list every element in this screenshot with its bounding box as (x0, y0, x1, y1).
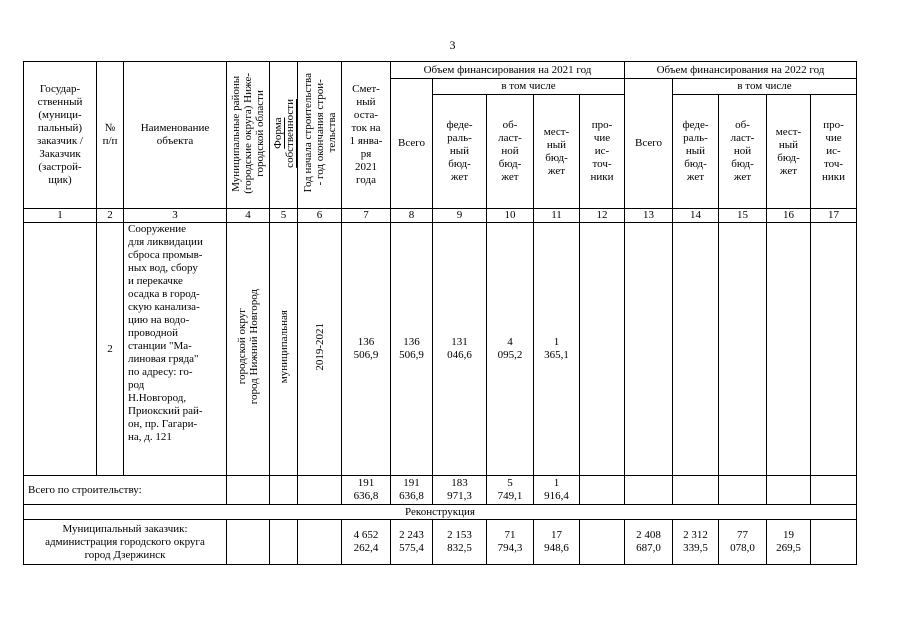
total-2022-cell (625, 223, 673, 476)
table-row (24, 476, 857, 505)
header-other-2022: про- чие ис- точ- ники (811, 95, 857, 209)
page-number: 3 (449, 38, 456, 52)
empty-cell (298, 520, 342, 565)
header-federal-2021: феде- раль- ный бюд- жет (433, 95, 487, 209)
col-number: 2 (97, 209, 124, 223)
header-num: № п/п (97, 62, 124, 209)
empty-cell (625, 476, 673, 505)
header-fin-2022: Объем финансирования на 2022 год (625, 62, 857, 79)
header-other-2021: про- чие ис- точ- ники (580, 95, 625, 209)
empty-cell (767, 476, 811, 505)
regional-2021-cell: 5 749,1 (487, 476, 534, 505)
dzerzhinsk-customer-label: Муниципальный заказчик: администрация городского округа город Дзержинск (24, 520, 227, 565)
local-2022-cell (767, 223, 811, 476)
col-number: 11 (534, 209, 580, 223)
empty-cell (673, 476, 719, 505)
header-customer: Государ- ственный (муници- пальный) заказчик / Заказчик (застрой- щик) (24, 62, 97, 209)
years-cell: 2019-2021 (298, 223, 342, 476)
local-2022-cell: 19 269,5 (767, 520, 811, 565)
empty-cell (270, 476, 298, 505)
col-number: 3 (124, 209, 227, 223)
header-local-2021: мест- ный бюд- жет (534, 95, 580, 209)
total-2021-cell: 2 243 575,4 (391, 520, 433, 565)
col-number: 5 (270, 209, 298, 223)
header-estimated-balance: Смет- ный оста- ток на 1 янва- ря 2021 года (342, 62, 391, 209)
district-cell: городской округ город Нижний Новгород (227, 223, 270, 476)
total-2021-cell: 136 506,9 (391, 223, 433, 476)
balance-cell: 191 636,8 (342, 476, 391, 505)
header-ownership: Форма собственности (270, 62, 298, 209)
section-row (24, 505, 857, 520)
regional-2022-cell: 77 078,0 (719, 520, 767, 565)
empty-cell (580, 476, 625, 505)
header-local-2022: мест- ный бюд- жет (767, 95, 811, 209)
other-2021-cell (580, 520, 625, 565)
regional-2021-cell: 71 794,3 (487, 520, 534, 565)
empty-cell (719, 476, 767, 505)
col-number: 14 (673, 209, 719, 223)
local-2021-cell: 17 948,6 (534, 520, 580, 565)
col-number: 16 (767, 209, 811, 223)
header-incl-2022: в том числе (673, 79, 857, 95)
empty-cell (227, 476, 270, 505)
column-numbers-row (24, 209, 857, 223)
other-2022-cell (811, 520, 857, 565)
ownership-cell: муниципальная (270, 223, 298, 476)
federal-2021-cell: 183 971,3 (433, 476, 487, 505)
header-object-name: Наименование объекта (124, 62, 227, 209)
col-number: 8 (391, 209, 433, 223)
federal-2021-cell: 131 046,6 (433, 223, 487, 476)
col-number: 9 (433, 209, 487, 223)
col-number: 15 (719, 209, 767, 223)
header-regional-2021: об- ласт- ной бюд- жет (487, 95, 534, 209)
header-regional-2022: об- ласт- ной бюд- жет (719, 95, 767, 209)
col-number: 6 (298, 209, 342, 223)
header-federal-2022: феде- раль- ный бюд- жет (673, 95, 719, 209)
total-construction-label: Всего по строительству: (24, 476, 227, 505)
col-number: 7 (342, 209, 391, 223)
customer-cell (24, 223, 97, 476)
table-row (24, 520, 857, 565)
table-row (24, 223, 857, 476)
header-district: Муниципальные районы (городские округа) Ниже- городской области (227, 62, 270, 209)
financing-table (23, 61, 857, 565)
object-name: Сооружение для ликвидации сброса промыв- ных вод, сбору и перекачке осадка в город- скую канализа- цию на водо- проводной станции "Ма- линовая гряда" по адресу: го- род Н.Новгород, Приокский рай- он, пр. Гагари- на, д. 121 (124, 223, 227, 476)
section-reconstruction: Реконструкция (24, 505, 857, 520)
empty-cell (298, 476, 342, 505)
empty-cell (811, 476, 857, 505)
header-years: Год начала строительства - год окончания строи- тельства (298, 62, 342, 209)
local-2021-cell: 1 365,1 (534, 223, 580, 476)
row-number: 2 (97, 223, 124, 476)
other-2021-cell (580, 223, 625, 476)
balance-cell: 4 652 262,4 (342, 520, 391, 565)
header-total-2022: Всего (625, 79, 673, 209)
col-number: 17 (811, 209, 857, 223)
total-2022-cell: 2 408 687,0 (625, 520, 673, 565)
col-number: 4 (227, 209, 270, 223)
balance-cell: 136 506,9 (342, 223, 391, 476)
header-total-2021: Всего (391, 79, 433, 209)
header-incl-2021: в том числе (433, 79, 625, 95)
regional-2021-cell: 4 095,2 (487, 223, 534, 476)
regional-2022-cell (719, 223, 767, 476)
col-number: 12 (580, 209, 625, 223)
col-number: 13 (625, 209, 673, 223)
col-number: 1 (24, 209, 97, 223)
header-fin-2021: Объем финансирования на 2021 год (391, 62, 625, 79)
federal-2022-cell: 2 312 339,5 (673, 520, 719, 565)
local-2021-cell: 1 916,4 (534, 476, 580, 505)
empty-cell (227, 520, 270, 565)
federal-2022-cell (673, 223, 719, 476)
other-2022-cell (811, 223, 857, 476)
total-2021-cell: 191 636,8 (391, 476, 433, 505)
federal-2021-cell: 2 153 832,5 (433, 520, 487, 565)
col-number: 10 (487, 209, 534, 223)
empty-cell (270, 520, 298, 565)
